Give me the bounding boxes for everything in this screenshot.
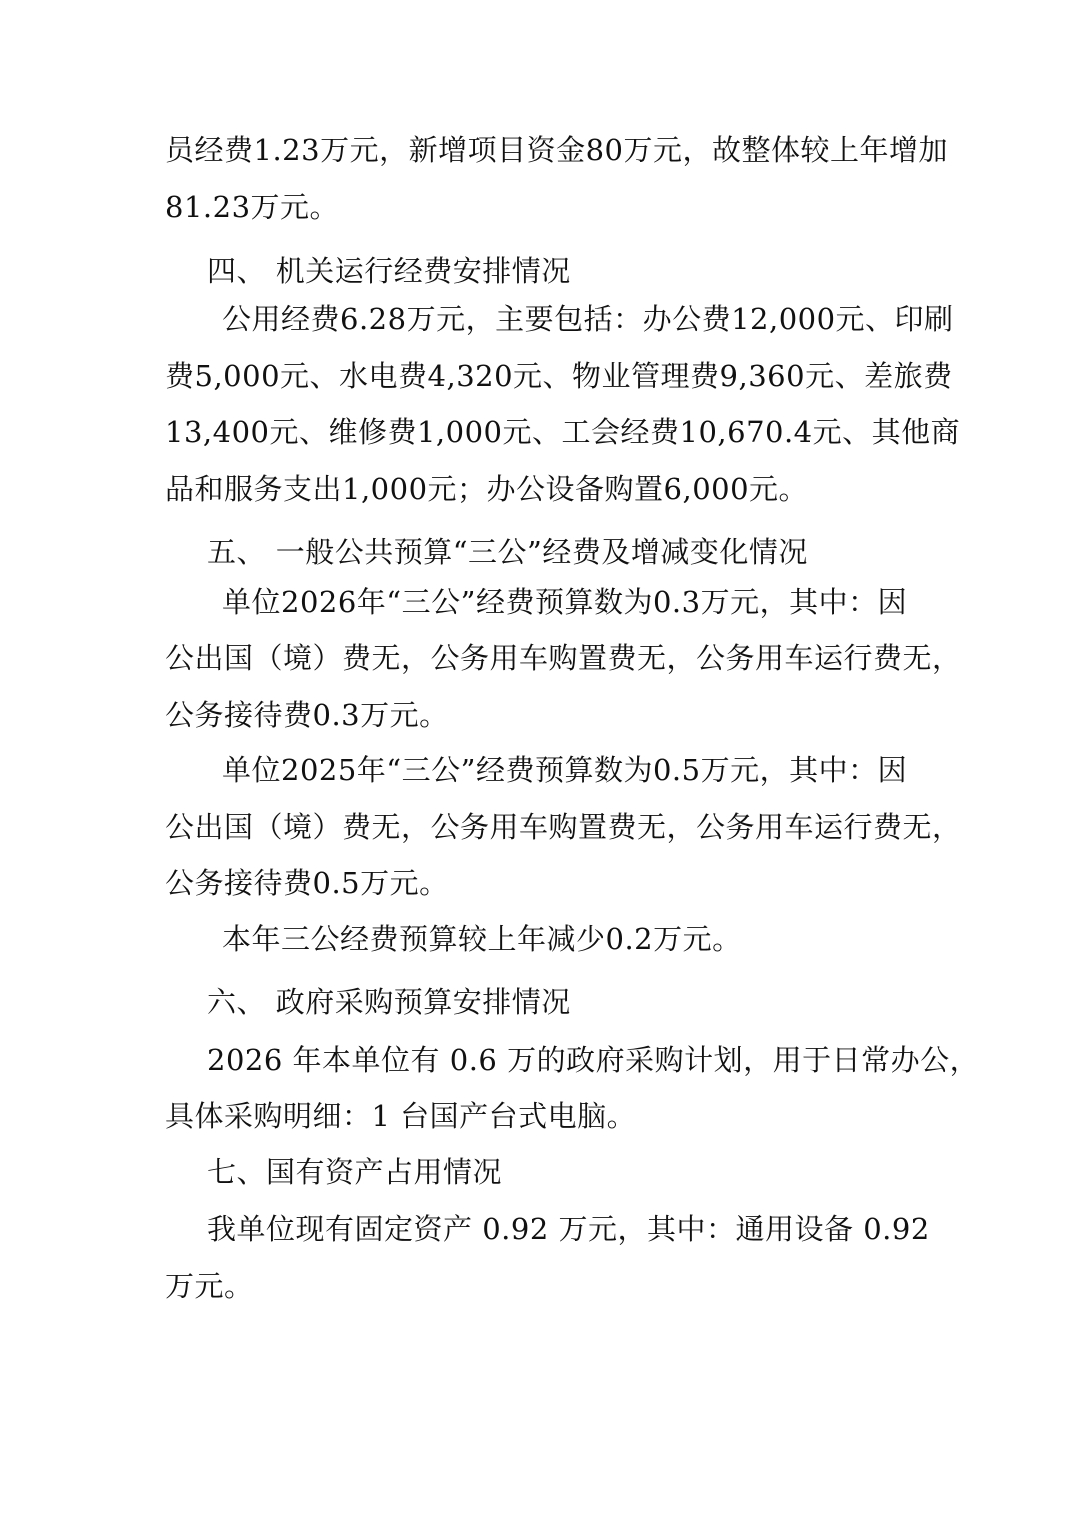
text-line: 我单位现有固定资产 0.92 万元，其中：通用设备 0.92 (207, 1212, 930, 1246)
section-heading-6: 六、 政府采购预算安排情况 (207, 985, 571, 1019)
text-line: 本年三公经费预算较上年减少0.2万元。 (222, 922, 742, 956)
text-line: 81.23万元。 (165, 190, 340, 224)
section-heading-7: 七、国有资产占用情况 (207, 1155, 503, 1189)
text-line: 具体采购明细：1 台国产台式电脑。 (165, 1099, 637, 1133)
text-line: 13,400元、维修费1,000元、工会经费10,670.4元、其他商 (165, 415, 961, 449)
text-line: 公务接待费0.3万元。 (165, 698, 449, 732)
section-heading-5: 五、 一般公共预算“三公”经费及增减变化情况 (207, 535, 808, 569)
text-line: 公出国（境）费无，公务用车购置费无，公务用车运行费无， (165, 641, 962, 675)
text-line: 单位2026年“三公”经费预算数为0.3万元，其中：因 (222, 585, 908, 619)
text-line: 万元。 (165, 1269, 254, 1303)
text-line: 公务接待费0.5万元。 (165, 866, 449, 900)
text-line: 品和服务支出1,000元；办公设备购置6,000元。 (165, 472, 809, 506)
section-heading-4: 四、 机关运行经费安排情况 (207, 254, 571, 288)
text-line: 员经费1.23万元，新增项目资金80万元，故整体较上年增加 (165, 133, 948, 167)
text-line: 公用经费6.28万元，主要包括：办公费12,000元、印刷 (222, 302, 954, 336)
text-line: 公出国（境）费无，公务用车购置费无，公务用车运行费无， (165, 810, 962, 844)
text-line: 费5,000元、水电费4,320元、物业管理费9,360元、差旅费 (165, 359, 953, 393)
text-line: 2026 年本单位有 0.6 万的政府采购计划，用于日常办公， (207, 1043, 980, 1077)
text-line: 单位2025年“三公”经费预算数为0.5万元，其中：因 (222, 753, 908, 787)
